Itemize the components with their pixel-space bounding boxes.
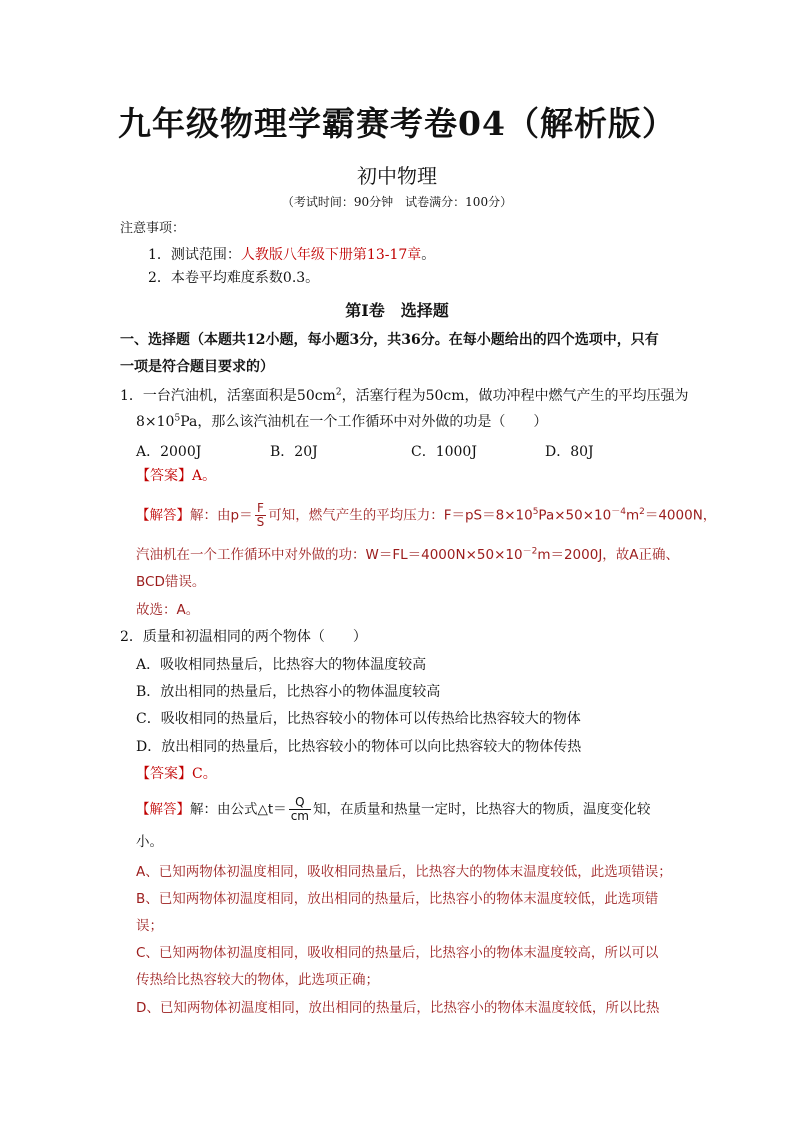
q2-fraction-denominator: cm — [290, 809, 309, 823]
q2-option-d: D．放出相同的热量后，比热容较小的物体可以向比热容较大的物体传热 — [136, 739, 582, 755]
q2-analysis-text-b: 知，在质量和热量一定时，比热容大的物质，温度变化较 — [312, 801, 651, 818]
q1-fraction-denominator: S — [256, 515, 265, 529]
q1-analysis-line-2-sup: －2 — [522, 546, 538, 557]
q2-temperature-fraction — [289, 796, 311, 823]
document-title: 九年级物理学霸赛考卷04（解析版） — [118, 104, 676, 143]
q1-option-b: B．20J — [270, 444, 318, 460]
q1-stem-line-2-b: Pa，那么该汽油机在一个工作循环中对外做的功是（ ） — [180, 414, 548, 430]
q2-answer: 【答案】C。 — [136, 766, 217, 782]
q1-option-a: A．2000J — [136, 444, 202, 460]
q2-fraction-numerator: Q — [289, 796, 311, 810]
q1-pressure-fraction — [255, 502, 267, 529]
q1-stem-text-a: 1．一台汽油机，活塞面积是50cm — [120, 388, 336, 404]
document-subtitle: 初中物理 — [357, 164, 437, 188]
q2-stem: 2．质量和初温相同的两个物体（ ） — [120, 629, 367, 645]
notes-heading: 注意事项： — [120, 221, 186, 236]
q2-explain-d: D、已知两物体初温度相同，放出相同的热量后，比热容小的物体末温度较低，所以比热 — [136, 1000, 660, 1016]
q2-explain-a: A、已知两物体初温度相同，吸收相同热量后，比热容大的物体末温度较低，此选项错误； — [136, 864, 672, 880]
q1-analysis-line-2-b: m＝2000J，故A正确、 — [537, 547, 680, 563]
q2-analysis-label: 【解答】 — [136, 801, 190, 818]
q1-analysis-label: 【解答】 — [136, 507, 190, 524]
q1-analysis-sup-2: －4 — [611, 507, 626, 517]
q2-explain-b: B、已知两物体初温度相同，放出相同的热量后，比热容小的物体末温度较低，此选项错 — [136, 891, 659, 907]
q1-analysis-text-d: m — [625, 507, 640, 524]
q1-analysis-line-2 — [136, 545, 679, 565]
q1-analysis-text-a: 解：由p＝ — [190, 507, 253, 524]
q2-analysis-text-a: 解：由公式△t＝ — [190, 801, 287, 818]
q1-answer: 【答案】A。 — [136, 468, 217, 484]
section-instructions-line-2: 一项是符合题目要求的） — [120, 359, 274, 375]
q2-option-b: B．放出相同的热量后，比热容小的物体温度较高 — [136, 684, 441, 700]
q1-stem-line-1 — [120, 386, 689, 406]
q1-stem-line-2 — [136, 412, 547, 432]
q1-analysis-line-2-a: 汽油机在一个工作循环中对外做的功：W＝FL＝4000N×50×10 — [136, 547, 523, 563]
notes-item-1-range: 人教版八年级下册第13-17章 — [240, 247, 422, 263]
q2-option-c: C．吸收相同的热量后，比热容较小的物体可以传热给比热容较大的物体 — [136, 711, 581, 727]
q1-analysis-line-1 — [136, 502, 716, 529]
notes-item-1-suffix: 。 — [421, 247, 436, 263]
notes-item-2: 2．本卷平均难度系数0.3。 — [148, 270, 320, 286]
q2-option-a: A．吸收相同热量后，比热容大的物体温度较高 — [136, 657, 427, 673]
notes-item-1-prefix: 1．测试范围： — [148, 247, 241, 263]
notes-item-1 — [148, 245, 435, 265]
q1-stem-text-b: ，活塞行程为50cm，做功冲程中燃气产生的平均压强为 — [341, 388, 689, 404]
q1-option-d: D．80J — [545, 444, 594, 460]
q1-analysis-text-b: 可知，燃气产生的平均压力：F＝pS＝8×10 — [268, 507, 533, 524]
q1-fraction-numerator: F — [255, 502, 267, 516]
q1-analysis-line-3: BCD错误。 — [136, 574, 206, 590]
q2-explain-c-cont: 传热给比热容较大的物体，此选项正确； — [136, 972, 379, 988]
q2-explain-c: C、已知两物体初温度相同，吸收相同的热量后，比热容小的物体末温度较高，所以可以 — [136, 945, 659, 961]
q2-analysis-line-2: 小。 — [136, 834, 163, 850]
q1-analysis-text-c: Pa×50×10 — [538, 507, 612, 524]
q1-option-c: C．1000J — [411, 444, 477, 460]
q1-analysis-sup-3: 2 — [639, 507, 645, 517]
q1-stem-line-2-a: 8×10 — [136, 414, 175, 430]
q1-analysis-sup-1: 5 — [532, 507, 539, 517]
q2-analysis-line-1 — [136, 796, 650, 823]
q1-stem-line-2-sup: 5 — [174, 413, 181, 424]
exam-info: （考试时间：90分钟 试卷满分：100分） — [281, 195, 513, 209]
q1-analysis-text-e: ＝4000N， — [644, 507, 717, 524]
q1-choice: 故选：A。 — [136, 602, 200, 618]
q1-stem-sup: 2 — [335, 387, 342, 398]
q2-explain-b-cont: 误； — [136, 918, 163, 934]
section-title: 第Ⅰ卷 选择题 — [345, 301, 449, 320]
section-instructions-line-1: 一、选择题（本题共12小题，每小题3分，共36分。在每小题给出的四个选项中，只有 — [120, 332, 659, 348]
